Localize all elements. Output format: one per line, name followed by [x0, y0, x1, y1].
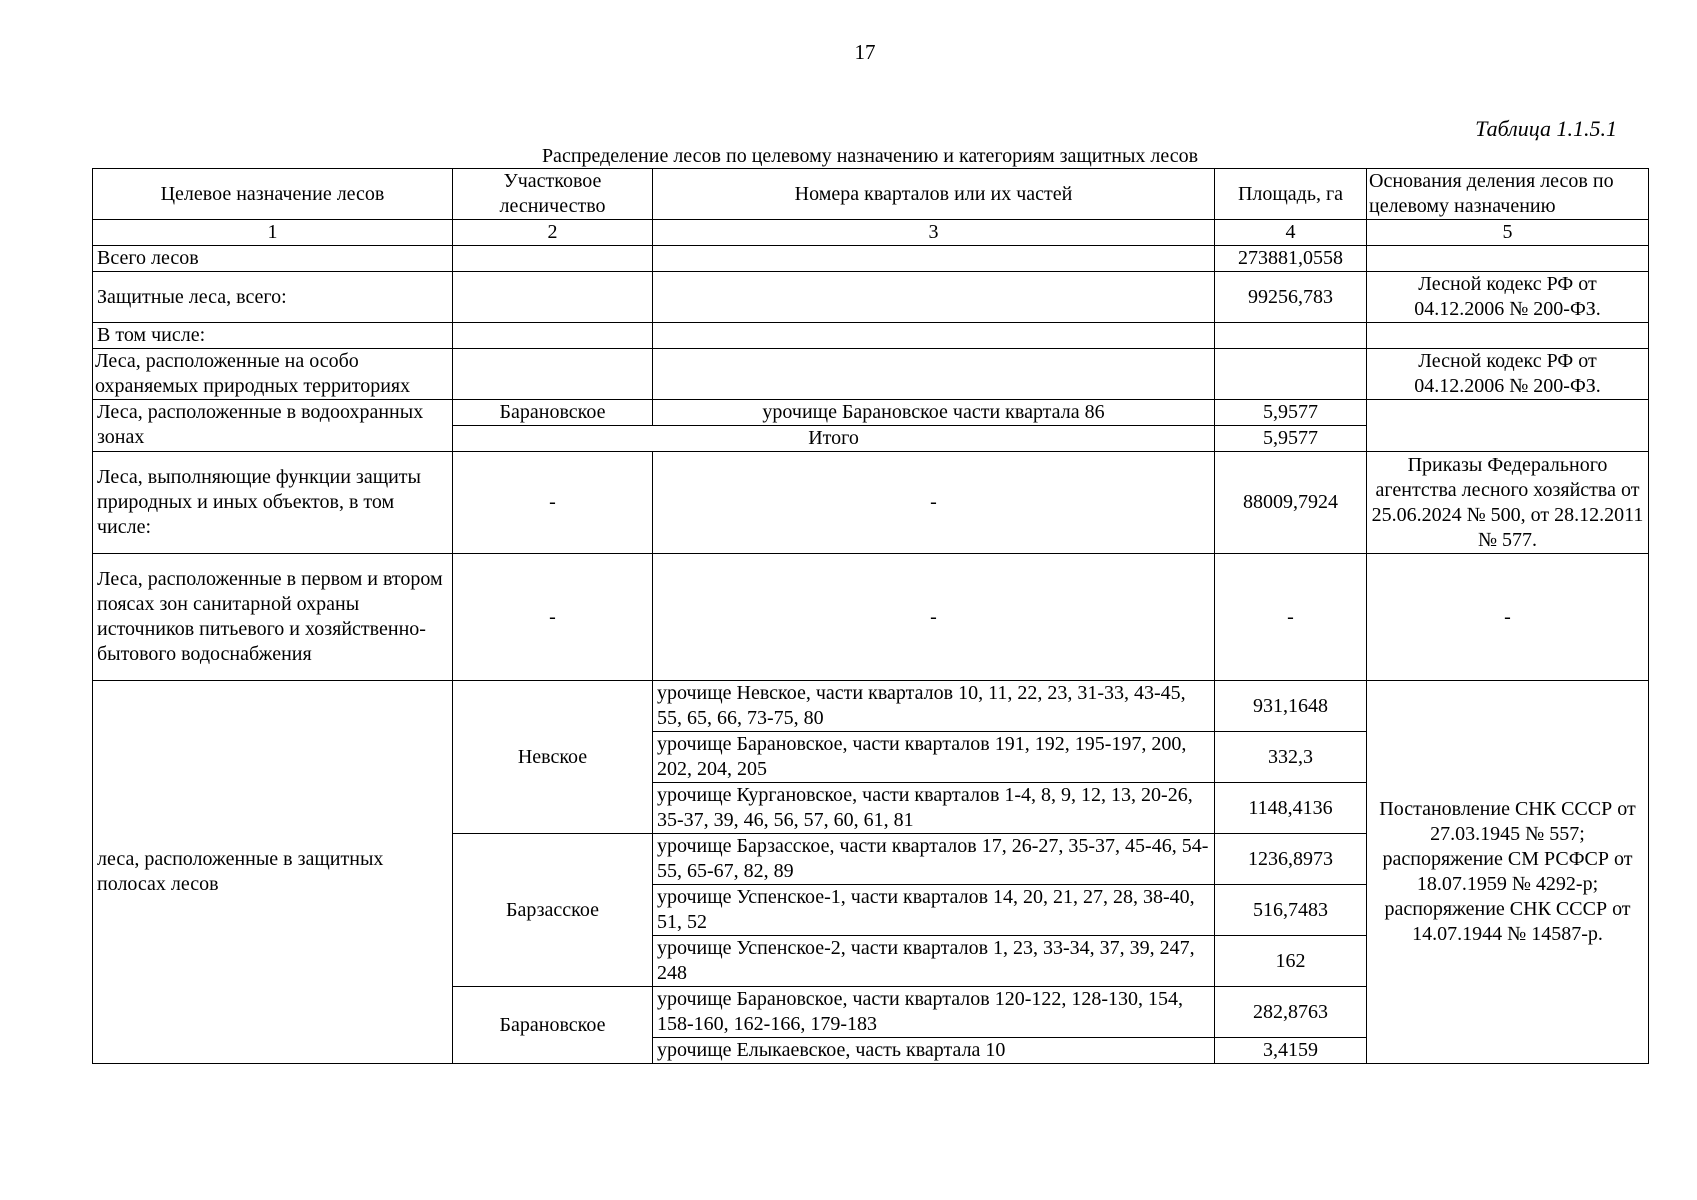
- area-cell: 1148,4136: [1215, 783, 1367, 834]
- area-cell: 332,3: [1215, 732, 1367, 783]
- forestry-cell: Невское: [453, 681, 653, 834]
- purpose-cell: леса, расположенные в защитных полосах лесов: [93, 681, 453, 1064]
- header-purpose: Целевое назначение лесов: [93, 169, 453, 220]
- quarters-cell: [653, 272, 1215, 323]
- forestry-cell: -: [453, 452, 653, 554]
- header-row: [93, 169, 1649, 220]
- forestry-cell: [453, 323, 653, 349]
- table-row: [93, 323, 1649, 349]
- column-number: 1: [93, 220, 453, 246]
- area-cell: [1215, 349, 1367, 400]
- table-row: [93, 400, 1649, 426]
- column-number: 5: [1367, 220, 1649, 246]
- area-cell: 5,9577: [1215, 400, 1367, 426]
- quarters-cell: [653, 323, 1215, 349]
- basis-cell: Приказы Федерального агентства лесного хозяйства от 25.06.2024 № 500, от 28.12.2011 № 577.: [1367, 452, 1649, 554]
- forestry-cell: [453, 272, 653, 323]
- area-cell: 516,7483: [1215, 885, 1367, 936]
- quarters-cell: урочище Барановское, части кварталов 120-122, 128-130, 154, 158-160, 162-166, 179-183: [653, 987, 1215, 1038]
- purpose-cell: Леса, расположенные в первом и втором поясах зон санитарной охраны источников питьевого и хозяйственно-бытового водоснабжения: [93, 554, 453, 681]
- purpose-cell: В том числе:: [93, 323, 453, 349]
- basis-cell: -: [1367, 554, 1649, 681]
- area-cell: 282,8763: [1215, 987, 1367, 1038]
- forestry-cell: Барановское: [453, 400, 653, 426]
- header-forestry: Участковое лесничество: [453, 169, 653, 220]
- header-quarters: Номера кварталов или их частей: [653, 169, 1215, 220]
- basis-cell: Постановление СНК СССР от 27.03.1945 № 557; распоряжение СМ РСФСР от 18.07.1959 № 4292-р; распоряжение СНК СССР от 14.07.1944 № 14587-р.: [1367, 681, 1649, 1064]
- area-cell: 3,4159: [1215, 1038, 1367, 1064]
- quarters-cell: -: [653, 452, 1215, 554]
- column-number: 3: [653, 220, 1215, 246]
- quarters-cell: урочище Успенское-2, части кварталов 1, 23, 33-34, 37, 39, 247, 248: [653, 936, 1215, 987]
- table-caption: Таблица 1.1.5.1: [1475, 116, 1617, 141]
- quarters-cell: [653, 349, 1215, 400]
- quarters-cell: [653, 246, 1215, 272]
- purpose-cell: Защитные леса, всего:: [93, 272, 453, 323]
- quarters-cell: урочище Кургановское, части кварталов 1-4, 8, 9, 12, 13, 20-26, 35-37, 39, 46, 56, 57, 60, 61, 81: [653, 783, 1215, 834]
- forestry-cell: [453, 246, 653, 272]
- column-number: 2: [453, 220, 653, 246]
- quarters-cell: урочище Успенское-1, части кварталов 14, 20, 21, 27, 28, 38-40, 51, 52: [653, 885, 1215, 936]
- header-area: Площадь, га: [1215, 169, 1367, 220]
- purpose-cell: Леса, расположенные на особо охраняемых природных территориях: [93, 349, 453, 400]
- forestry-cell: Барановское: [453, 987, 653, 1064]
- purpose-cell: Леса, выполняющие функции защиты природных и иных объектов, в том числе:: [93, 452, 453, 554]
- basis-cell: [1367, 246, 1649, 272]
- area-cell: 931,1648: [1215, 681, 1367, 732]
- forest-distribution-table: [92, 168, 1649, 1064]
- area-cell: 88009,7924: [1215, 452, 1367, 554]
- purpose-cell: Леса, расположенные в водоохранных зонах: [93, 400, 453, 452]
- quarters-cell: урочище Барановское, части кварталов 191, 192, 195-197, 200, 202, 204, 205: [653, 732, 1215, 783]
- area-cell: -: [1215, 554, 1367, 681]
- area-cell: 99256,783: [1215, 272, 1367, 323]
- subtotal-label: Итого: [453, 426, 1215, 452]
- basis-cell: [1367, 323, 1649, 349]
- area-cell: 162: [1215, 936, 1367, 987]
- column-number: 4: [1215, 220, 1367, 246]
- basis-cell: [1367, 400, 1649, 452]
- subtotal-area: 5,9577: [1215, 426, 1367, 452]
- basis-cell: Лесной кодекс РФ от 04.12.2006 № 200-ФЗ.: [1367, 272, 1649, 323]
- table-row: [93, 246, 1649, 272]
- area-cell: 1236,8973: [1215, 834, 1367, 885]
- quarters-cell: урочище Елыкаевское, часть квартала 10: [653, 1038, 1215, 1064]
- forestry-cell: [453, 349, 653, 400]
- table-row: [93, 681, 1649, 732]
- page-number: 17: [854, 40, 876, 64]
- area-cell: [1215, 323, 1367, 349]
- purpose-cell: Всего лесов: [93, 246, 453, 272]
- header-basis: Основания деления лесов по целевому назначению: [1367, 169, 1649, 220]
- table-row: [93, 349, 1649, 400]
- basis-cell: Лесной кодекс РФ от 04.12.2006 № 200-ФЗ.: [1367, 349, 1649, 400]
- table-title: Распределение лесов по целевому назначению и категориям защитных лесов: [541, 145, 1199, 167]
- forestry-cell: -: [453, 554, 653, 681]
- table-row: [93, 272, 1649, 323]
- area-cell: 273881,0558: [1215, 246, 1367, 272]
- quarters-cell: -: [653, 554, 1215, 681]
- forestry-cell: Барзасское: [453, 834, 653, 987]
- quarters-cell: урочище Невское, части кварталов 10, 11, 22, 23, 31-33, 43-45, 55, 65, 66, 73-75, 80: [653, 681, 1215, 732]
- quarters-cell: урочище Барановское части квартала 86: [653, 400, 1215, 426]
- table-row: [93, 554, 1649, 681]
- table-row: [93, 452, 1649, 554]
- quarters-cell: урочище Барзасское, части кварталов 17, 26-27, 35-37, 45-46, 54-55, 65-67, 82, 89: [653, 834, 1215, 885]
- column-number-row: [93, 220, 1649, 246]
